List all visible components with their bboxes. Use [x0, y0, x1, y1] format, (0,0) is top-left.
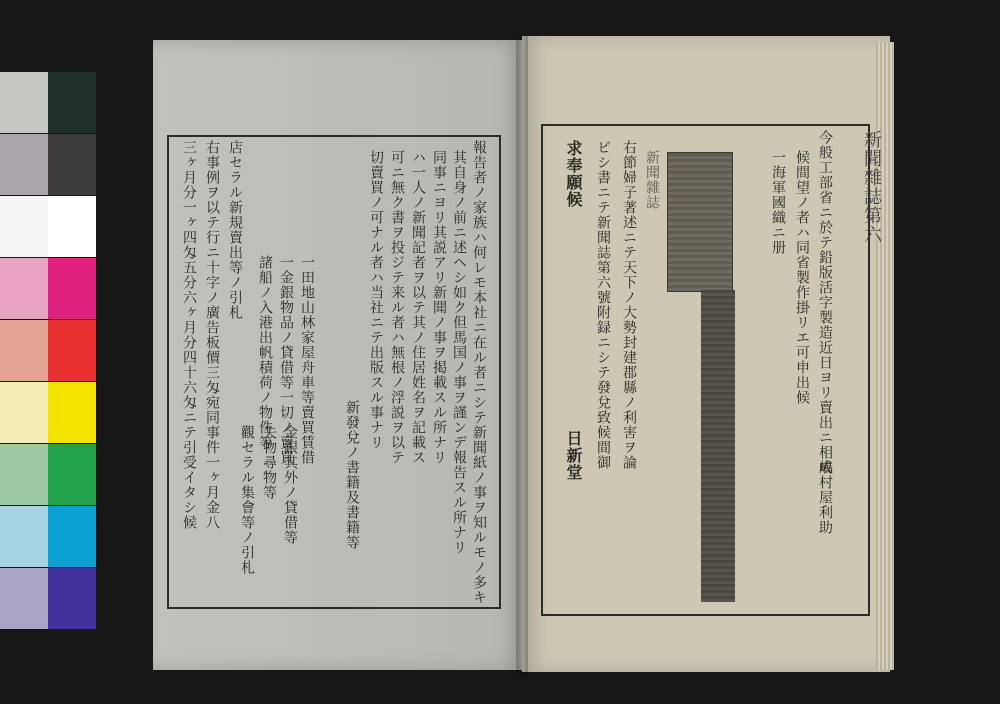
color-chip — [0, 506, 48, 567]
color-chip — [48, 72, 96, 133]
woodblock-illustration-stem — [701, 290, 735, 602]
right-column-7: ビシ書ニテ新聞誌第六號附録ニシテ發兌致候間御 — [595, 140, 611, 470]
running-head: 新聞雜誌第六 — [861, 130, 882, 244]
left-column-2: 其自身ノ前ニ述ヘシ如ク但馬国ノ事ヲ謹ンデ報告スル所ナリ — [451, 150, 467, 555]
color-chip — [48, 134, 96, 195]
color-chip — [48, 258, 96, 319]
right-column-1: 今般工部省ニ於テ鉛版活字製造近日ヨリ賣出ニ相成 — [817, 130, 833, 475]
right-column-5: 新聞雜誌 — [644, 150, 660, 210]
color-chip — [0, 72, 48, 133]
woodblock-illustration — [667, 152, 733, 292]
color-chip — [48, 568, 96, 629]
left-column-8: 一田地山林家屋舟車等賣買賃借 — [299, 255, 315, 465]
left-column-6: 切賣買ノ可ナル者ハ当社ニテ出版スル事ナリ — [368, 150, 384, 450]
right-column-3: 一海軍國織ニ册 — [770, 150, 786, 255]
color-chip — [48, 444, 96, 505]
left-column-10: 諸船ノ入港出帆積荷ノ物件等 — [257, 255, 273, 450]
right-column-9: 日新堂 — [564, 430, 583, 481]
color-chip — [0, 568, 48, 629]
left-column-13: 失物尋物等 — [261, 425, 277, 500]
color-chip — [48, 196, 96, 257]
color-chip — [0, 196, 48, 257]
right-column-4: 嶋村屋利助 — [817, 460, 833, 535]
left-column-16: 三ヶ月分一ヶ四匁五分六ヶ月分四十六匁ニテ引受イタシ候 — [181, 140, 197, 530]
right-column-2: 候間望ノ者ハ同省製作掛リエ可申出候 — [794, 150, 810, 405]
left-column-5: 可ニ無ク書ヲ投ジテ来ル者ハ無根ノ浮説ヲ以テ — [389, 150, 405, 465]
left-column-14: 右事例ヲ以テ行ニ十字ノ廣告板價三匁宛同事件一ヶ月金八 — [204, 140, 220, 530]
color-chip — [0, 382, 48, 443]
left-column-9: 一金銀物品ノ貸借等一切ノ賣買 — [278, 255, 294, 465]
right-column-6: 右節婦子著述ニテ天下ノ大勢封建郡縣ノ利害ヲ論 — [621, 140, 637, 470]
color-chip — [0, 134, 48, 195]
color-chip — [0, 258, 48, 319]
color-chip — [48, 382, 96, 443]
color-chip — [48, 320, 96, 381]
color-chip — [0, 320, 48, 381]
left-column-7: 新發兌ノ書籍及書籍等 — [344, 400, 360, 550]
left-column-11: 金銀其外ノ貸借等 — [282, 425, 298, 545]
left-column-3: 同事ニヨリ其説アリ新聞ノ事ヲ掲載スル所ナリ — [431, 150, 447, 465]
left-column-12: 店セラル新規賣出等ノ引札 — [227, 140, 243, 320]
left-column-1: 報告者ノ家族ハ何レモ本社ニ在ル者ニシテ新聞紙ノ事ヲ知ルモノ多キ — [471, 140, 487, 605]
left-column-15: 觀セラル集會等ノ引札 — [239, 425, 255, 575]
right-column-8: 求奉願候 — [564, 140, 583, 208]
color-chip — [0, 444, 48, 505]
book-gutter — [516, 36, 528, 676]
left-column-4: ハ一人ノ新聞記者ヲ以テ其ノ住居姓名ヲ記載ス — [410, 150, 426, 465]
color-chip — [48, 506, 96, 567]
